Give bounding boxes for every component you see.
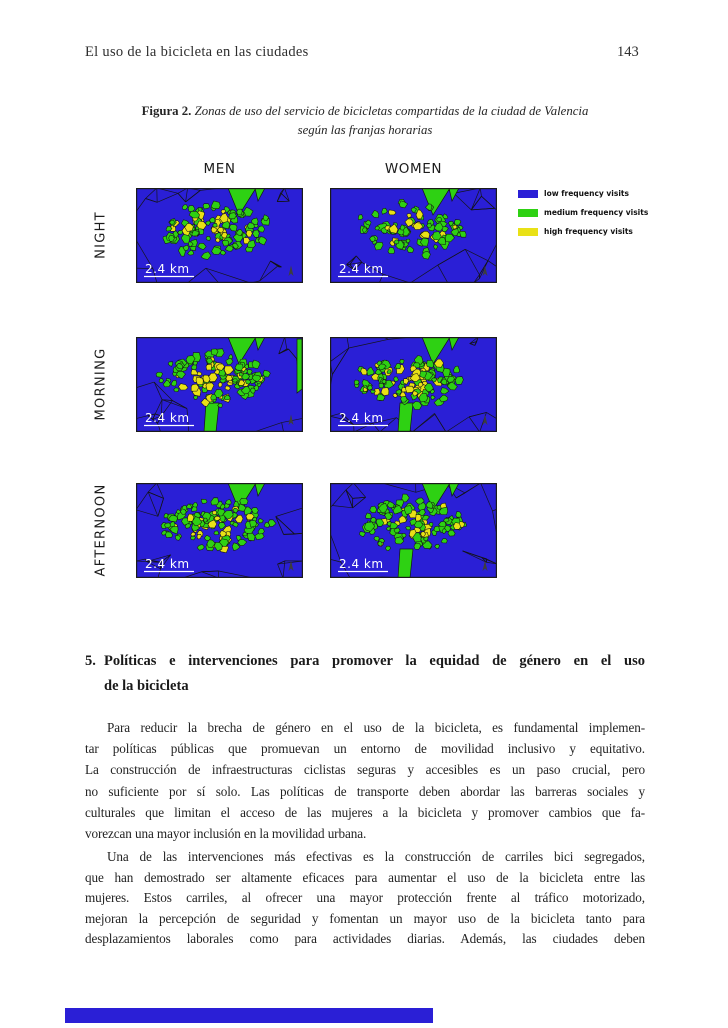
paragraph-2 [85,847,645,950]
figure-caption-line1: Figura 2. Zonas de uso del servicio de bicicletas compartidas de la ciudad de Valencia [141,104,589,118]
text-line: mejoran la percepción de seguridad y fomentan un mayor uso de la bicicleta tanto para [85,910,645,926]
text-line: culturales que limitan el acceso de las mujeres a la bicicleta y promover cambios que fa- [85,804,645,820]
section-heading [85,649,645,699]
legend-label: medium frequency visits [544,208,649,217]
running-header-title: El uso de la bicicleta en las ciudades [85,44,309,60]
legend-item [518,208,648,217]
text-line: que han demostrado ser altamente eficaces para aumentar el uso de la bicicleta entre las [85,869,645,885]
scale-label: 2.4 km [145,262,190,276]
text-line: Para reducir la brecha de género en el uso de la bicicleta, es fundamental implemen- [107,720,645,735]
legend-item [518,189,648,198]
text-line: La construcción de infraestructuras ciclistas seguras y accesibles es un paso crucial, pero [85,762,645,778]
text-line: Políticas e intervenciones para promover la equidad de género en el uso [104,653,645,669]
text-line: desplazamientos laborales como para actividades diarias. Además, las ciudades deben [85,931,645,947]
scale-label: 2.4 km [145,557,190,571]
text-line: de la bicicleta [104,678,189,694]
footer-blue-bar [65,1008,433,1023]
paragraph-1 [85,717,645,844]
scale-label: 2.4 km [339,557,384,571]
row-label-afternoon: AFTERNOON [93,483,109,577]
map-afternoon-men [136,483,303,578]
scale-label: 2.4 km [339,262,384,276]
map-night-men [136,188,303,283]
legend-label: high frequency visits [544,227,633,236]
legend-swatch [518,228,538,236]
column-label-men: MEN [203,161,236,177]
page-number: 143 [617,44,639,60]
map-morning-women [330,337,497,432]
section-heading-lines [104,649,645,699]
figure-caption [85,102,645,139]
map-morning-men [136,337,303,432]
figure-caption-line2: según las franjas horarias [297,122,433,137]
legend-swatch [518,209,538,217]
map-afternoon-women [330,483,497,578]
text-line: vorezcan una mayor inclusión en la movilidad urbana. [85,826,367,842]
scale-label: 2.4 km [339,411,384,425]
legend-label: low frequency visits [544,189,629,198]
text-line: Una de las intervenciones más efectivas es la construcción de carriles bici segregados, [107,849,645,864]
text-line: no suficiente por sí solo. Las políticas de transporte deben abordar las barreras sociales y [85,783,645,799]
column-label-women: WOMEN [384,161,443,177]
map-legend [518,189,648,246]
section-number: 5. [85,653,96,669]
scale-label: 2.4 km [145,411,190,425]
legend-swatch [518,190,538,198]
text-line: mujeres. Estos carriles, al ofrecer una mayor protección frente al tráfico motorizado, [85,890,645,906]
row-label-night: NIGHT [93,211,109,259]
map-night-women [330,188,497,283]
row-label-morning: MORNING [93,347,109,421]
figure-caption-label: Figura 2. [141,104,192,118]
text-line: tar políticas públicas que promuevan un entorno de movilidad inclusivo y equitativo. [85,741,645,757]
legend-item [518,227,648,236]
